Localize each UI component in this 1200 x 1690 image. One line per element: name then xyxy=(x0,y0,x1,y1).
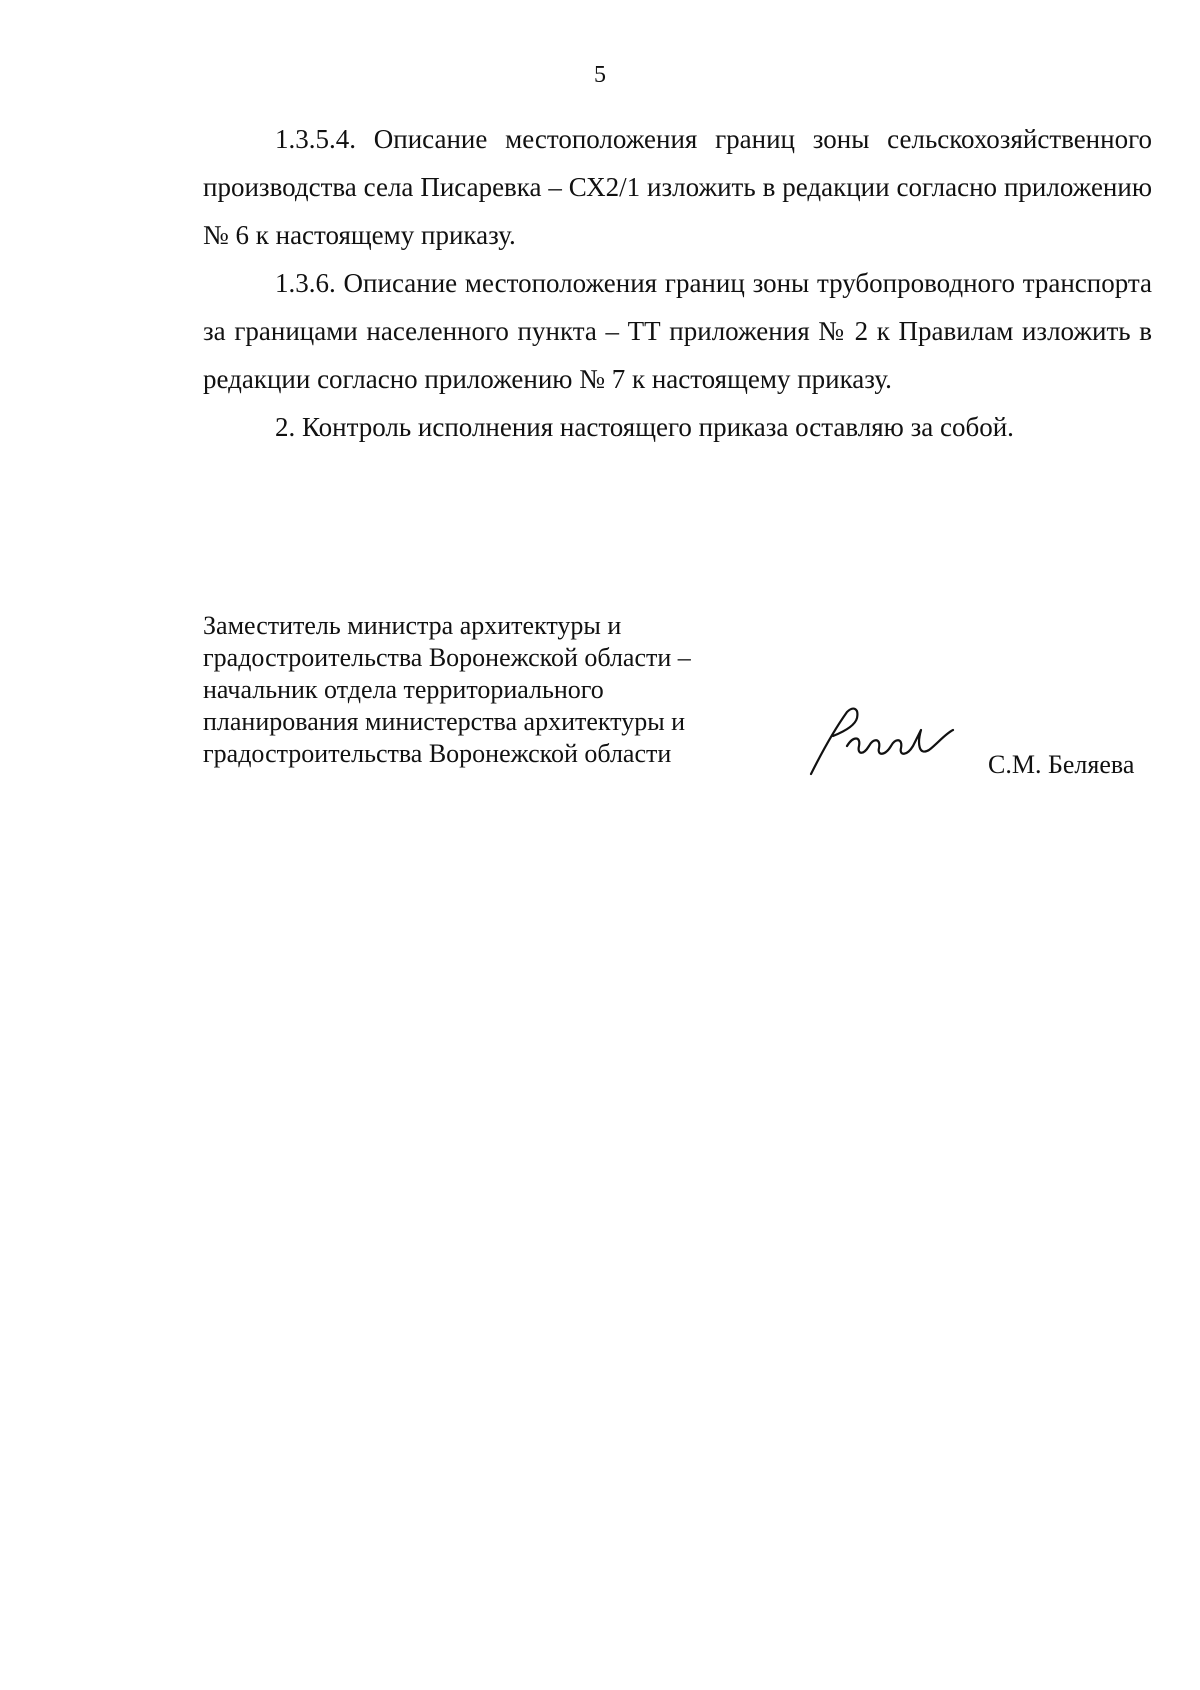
signatory-name: С.М. Беляева xyxy=(988,750,1135,779)
signatory-title-line: планирования министерства архитектуры и xyxy=(203,707,686,736)
paragraph-2: 2. Контроль исполнения настоящего приказа оставляю за собой. xyxy=(275,412,1014,442)
signatory-title-line: градостроительства Воронежской области xyxy=(203,739,672,768)
handwritten-signature xyxy=(803,700,963,780)
signatory-title-line: начальник отдела территориального xyxy=(203,675,604,704)
page-number: 5 xyxy=(594,62,606,88)
signatory-title-line: градостроительства Воронежской области – xyxy=(203,643,691,672)
paragraph-1-3-6: 1.3.6. Описание местоположения границ зоны трубопроводного транспорта за границами населенного пункта – ТТ приложения № 2 к Правилам изложить в редакции согласно приложению № 7 к настоящему приказу. xyxy=(203,268,1152,394)
signature-block xyxy=(203,610,1152,790)
document-body xyxy=(203,115,1152,451)
signatory-title-line: Заместитель министра архитектуры и xyxy=(203,611,622,640)
signatory-title xyxy=(203,610,763,770)
paragraph-1-3-5-4: 1.3.5.4. Описание местоположения границ зоны сельскохозяйственного производства села Писаревка – СХ2/1 изложить в редакции согласно приложению № 6 к настоящему приказу. xyxy=(203,124,1152,250)
